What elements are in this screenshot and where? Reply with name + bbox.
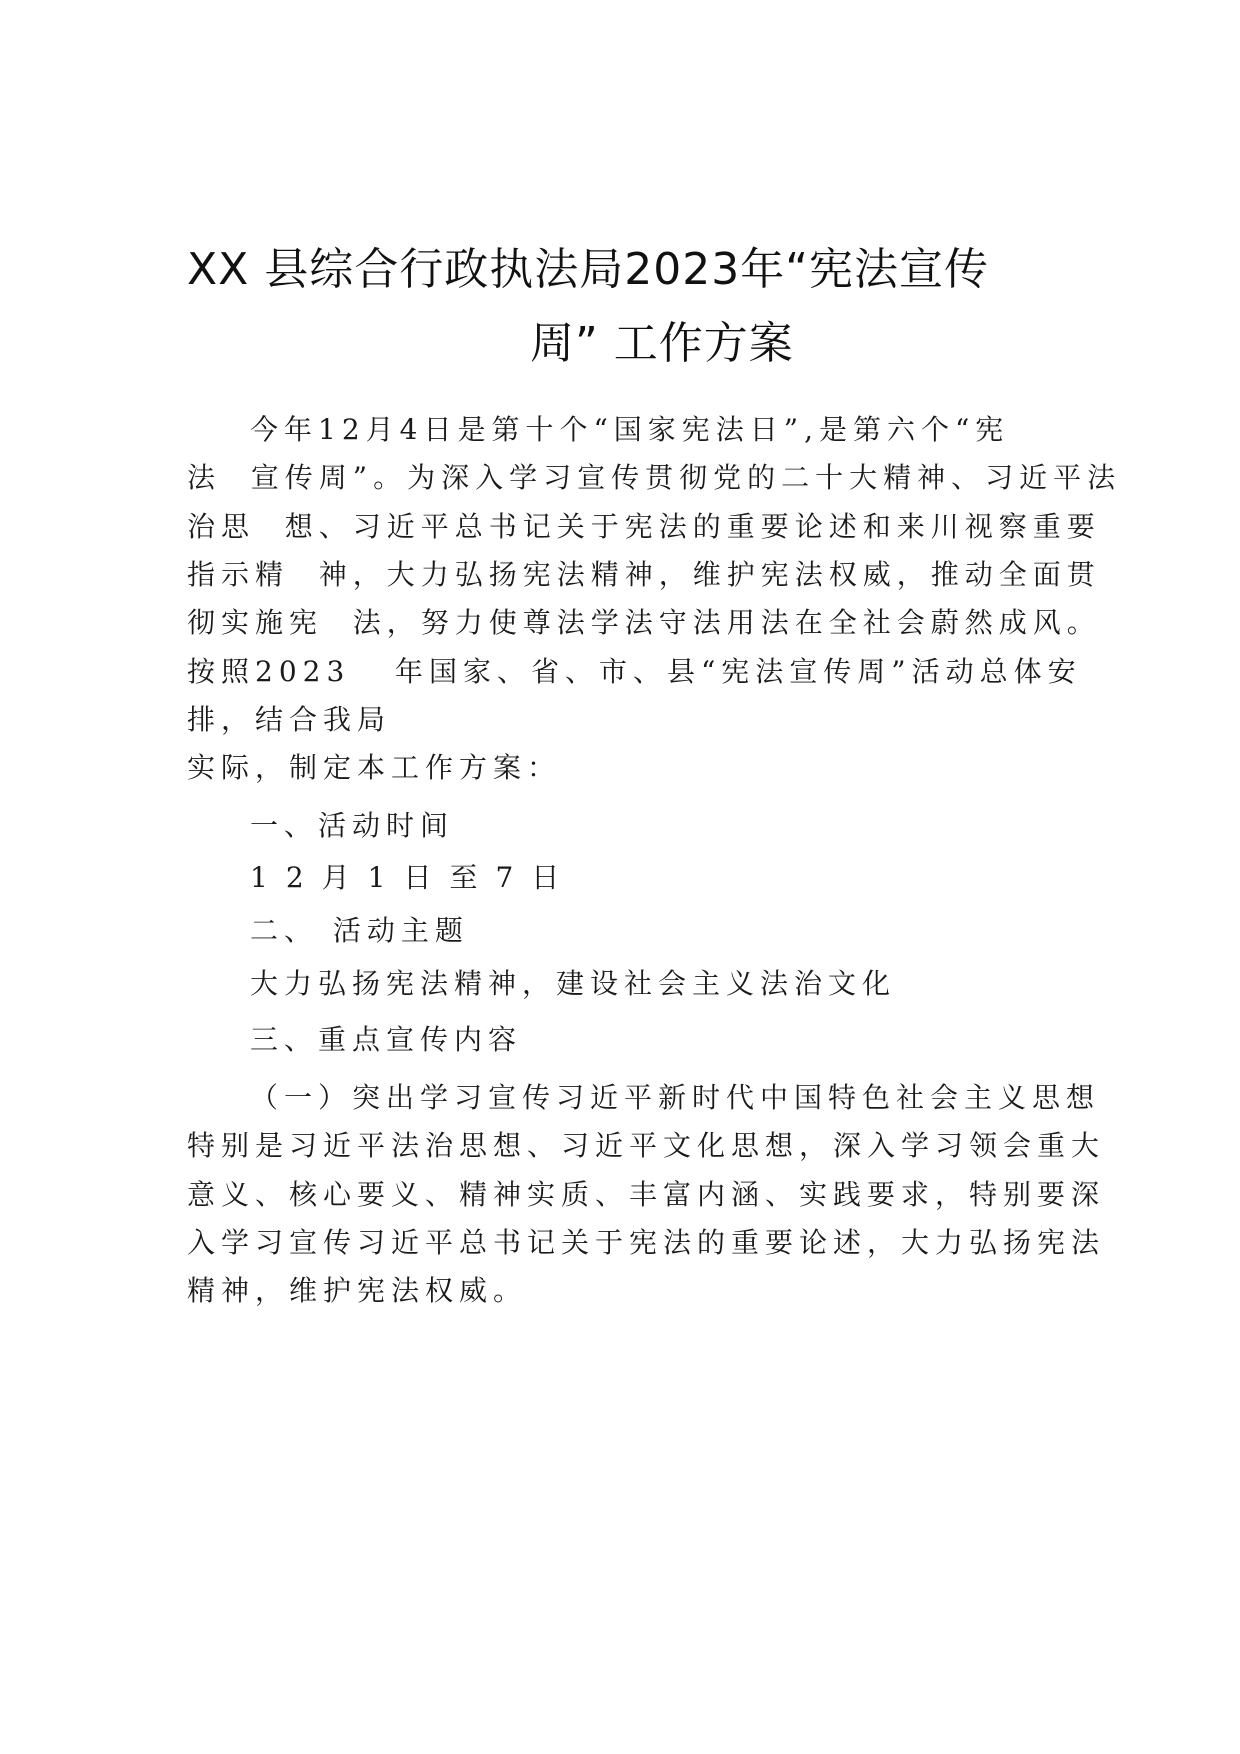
- section-3-para-line-2: 特别是习近平法治思想、习近平文化思想，深入学习领会重大: [187, 1129, 1106, 1162]
- intro-line-8: 实际，制定本工作方案：: [187, 751, 562, 784]
- intro-line-4: 指示精 神，大力弘扬宪法精神，维护宪法权威，推动全面贯: [187, 558, 1101, 591]
- section-3-para-line-3: 意义、核心要义、精神实质、丰富内涵、实践要求，特别要深: [187, 1178, 1106, 1211]
- section-2-heading: 二、 活动主题: [250, 914, 469, 947]
- intro-line-7: 排，结合我局: [187, 703, 392, 736]
- section-3-heading: 三、重点宣传内容: [250, 1023, 523, 1056]
- intro-line-2: 法 宣传周”。为深入学习宣传贯彻党的二十大精神、习近平法: [187, 461, 1122, 494]
- intro-line-5: 彻实施宪 法，努力使尊法学法守法用法在全社会蔚然成风。: [187, 606, 1101, 639]
- document-title-line-1: XX 县综合行政执法局2023年“宪法宣传: [187, 244, 990, 295]
- document-title-line-2: 周” 工作方案: [530, 318, 794, 369]
- section-3-para-line-5: 精神，维护宪法权威。: [187, 1274, 528, 1307]
- section-1-content: 12月1日至7日: [250, 861, 578, 894]
- intro-line-1: 今年12月4日是第十个“国家宪法日”,是第六个“宪: [250, 413, 1010, 446]
- intro-line-6: 按照2023 年国家、省、市、县“宪法宣传周”活动总体安: [187, 655, 1082, 688]
- section-3-para-line-1: （一）突出学习宣传习近平新时代中国特色社会主义思想: [250, 1081, 1101, 1114]
- intro-line-3: 治思 想、习近平总书记关于宪法的重要论述和来川视察重要: [187, 510, 1101, 543]
- section-2-content: 大力弘扬宪法精神，建设社会主义法治文化: [250, 967, 897, 1000]
- section-1-heading: 一、活动时间: [250, 809, 455, 842]
- section-3-para-line-4: 入学习宣传习近平总书记关于宪法的重要论述，大力弘扬宪法: [187, 1226, 1106, 1259]
